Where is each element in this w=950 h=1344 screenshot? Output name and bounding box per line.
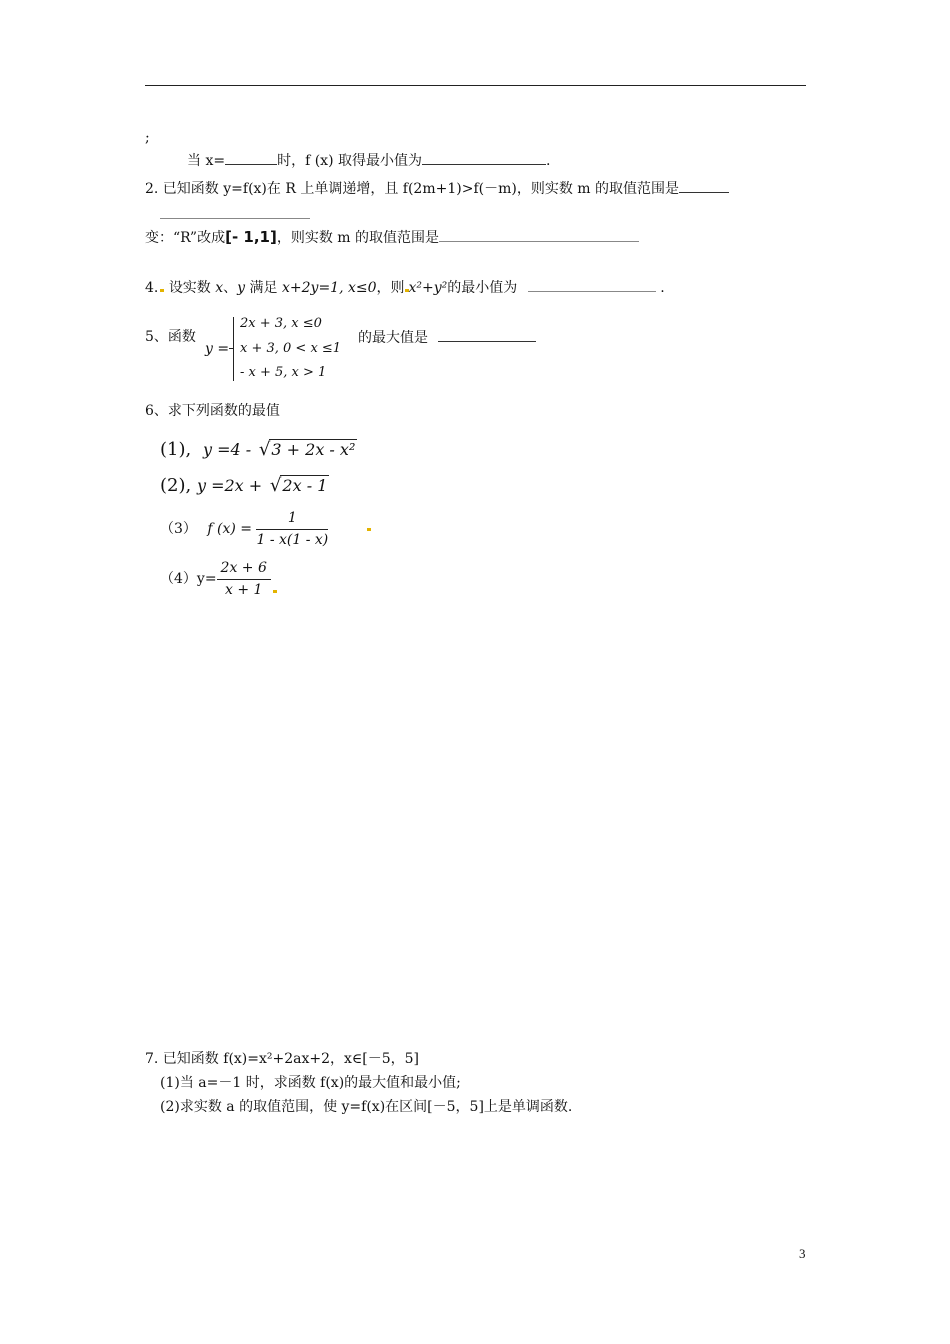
highlight-mark xyxy=(160,289,164,292)
lhs: y =2x + xyxy=(196,476,263,495)
sqrt-icon: √ xyxy=(258,439,271,460)
highlight-mark xyxy=(273,590,277,593)
q6-part-1 xyxy=(160,439,357,461)
lhs: f (x) = xyxy=(207,520,253,537)
piecewise-brace xyxy=(233,317,240,381)
interval: [- 1,1] xyxy=(225,228,277,246)
fraction xyxy=(256,510,328,549)
answer-blank[interactable] xyxy=(225,152,277,165)
question-1-continuation xyxy=(187,152,550,170)
question-2 xyxy=(145,180,729,198)
q6-part-3 xyxy=(160,510,371,549)
piecewise-case-1: 2x + 3, x ≤0 xyxy=(240,316,322,331)
answer-blank[interactable] xyxy=(422,152,546,165)
q4-text: 设实数 xyxy=(168,280,211,296)
denominator: x + 1 xyxy=(225,581,263,598)
q1-end: . xyxy=(545,153,551,169)
part-label: (1), xyxy=(160,439,192,460)
q4-number: 4. xyxy=(145,280,159,296)
q1-mid: 时，f (x) 取得最小值为 xyxy=(277,153,422,169)
q2-text: 2. 已知函数 y=f(x)在 R 上单调递增，且 f(2m+1)>f(－m)，则实数 m 的取值范围是 xyxy=(145,181,680,197)
q4-end: . xyxy=(660,280,665,296)
answer-blank[interactable] xyxy=(528,279,656,292)
expression: x²+y² xyxy=(408,280,448,296)
radicand: 3 + 2x - x² xyxy=(271,440,356,459)
q5-label: 5、函数 xyxy=(145,329,196,345)
question-6-title: 6、求下列函数的最值 xyxy=(145,403,280,419)
q5-suffix: 的最大值是 xyxy=(358,330,428,346)
highlight-mark xyxy=(367,528,371,531)
lhs: y =4 - xyxy=(202,440,252,459)
sqrt-icon: √ xyxy=(269,475,282,496)
q1-prefix: 当 x= xyxy=(187,153,226,169)
numerator: 2x + 6 xyxy=(217,560,271,580)
part-label: （3） xyxy=(160,520,197,537)
q4-text: ，则 xyxy=(376,280,405,296)
radicand: 2x - 1 xyxy=(282,476,328,495)
q2-variant-suffix: ，则实数 m 的取值范围是 xyxy=(276,230,440,246)
q4-text: 的最小值为 xyxy=(447,280,518,296)
question-4 xyxy=(145,279,665,297)
q4-text: 满足 xyxy=(249,280,278,296)
denominator: 1 - x(1 - x) xyxy=(256,531,329,548)
q5-suffix-line xyxy=(358,329,536,347)
question-7-line-3: (2)求实数 a 的取值范围，使 y=f(x)在区间[－5，5]上是单调函数. xyxy=(160,1099,573,1115)
separator: 、 xyxy=(223,280,238,296)
question-2-variant xyxy=(145,228,639,247)
var-x: x xyxy=(215,280,224,296)
question-7-line-2: (1)当 a=－1 时，求函数 f(x)的最大值和最小值; xyxy=(160,1075,461,1091)
piecewise-case-2: x + 3, 0 < x ≤1 xyxy=(240,341,342,356)
q6-part-2 xyxy=(160,475,329,497)
header-rule xyxy=(145,85,806,86)
answer-blank-continued[interactable] xyxy=(160,206,310,219)
numerator: 1 xyxy=(256,510,328,530)
stray-semicolon: ; xyxy=(145,130,150,146)
part-label: （4）y= xyxy=(160,570,217,587)
question-7-line-1: 7. 已知函数 f(x)=x²+2ax+2，x∈[－5，5] xyxy=(145,1051,420,1067)
answer-blank[interactable] xyxy=(438,329,536,342)
answer-blank[interactable] xyxy=(679,180,729,193)
fraction xyxy=(217,560,271,599)
var-y: y xyxy=(237,280,246,296)
q2-variant-prefix: 变：“R”改成 xyxy=(145,230,226,246)
q5-y-eq: y = xyxy=(205,341,230,357)
piecewise-case-3: - x + 5, x > 1 xyxy=(240,365,327,380)
q6-part-4 xyxy=(160,560,277,599)
condition: x+2y=1, x≤0 xyxy=(282,280,377,296)
part-label: (2), xyxy=(160,475,192,496)
answer-blank[interactable] xyxy=(439,229,639,242)
page-number: 3 xyxy=(799,1246,806,1261)
